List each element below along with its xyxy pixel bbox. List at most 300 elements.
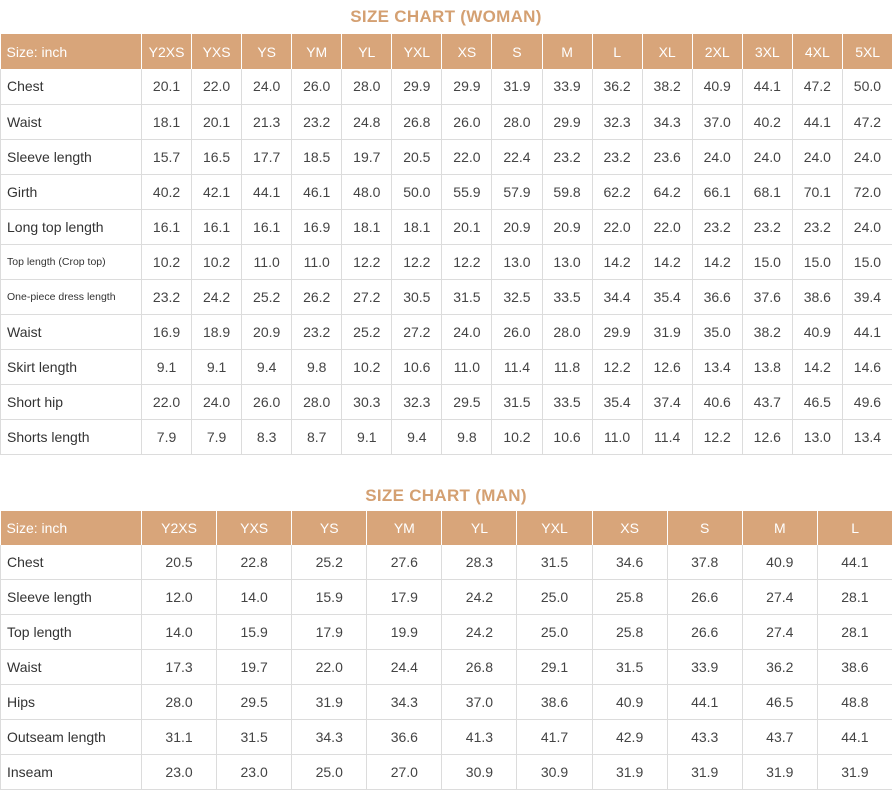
measurement-value: 20.1 (142, 69, 192, 104)
measurement-value: 40.2 (142, 174, 192, 209)
woman-size-header: YM (292, 34, 342, 69)
measurement-value: 28.0 (342, 69, 392, 104)
measurement-value: 23.2 (592, 139, 642, 174)
measurement-value: 22.8 (217, 545, 292, 580)
measurement-value: 27.2 (342, 279, 392, 314)
measurement-value: 72.0 (842, 174, 892, 209)
measurement-value: 37.8 (667, 545, 742, 580)
measurement-value: 24.2 (442, 614, 517, 649)
measurement-value: 27.2 (392, 314, 442, 349)
measurement-value: 23.2 (292, 314, 342, 349)
measurement-value: 28.0 (292, 384, 342, 419)
man-size-header: YS (292, 511, 367, 545)
man-size-header: YXS (217, 511, 292, 545)
measurement-value: 26.0 (242, 384, 292, 419)
woman-size-header: YL (342, 34, 392, 69)
measurement-value: 22.0 (292, 649, 367, 684)
measurement-value: 24.2 (192, 279, 242, 314)
man-table-row (1, 579, 892, 614)
measurement-value: 15.0 (842, 244, 892, 279)
measurement-value: 32.3 (392, 384, 442, 419)
measurement-value: 68.1 (742, 174, 792, 209)
measurement-value: 22.0 (192, 69, 242, 104)
man-table-row (1, 649, 892, 684)
measurement-value: 38.6 (517, 684, 592, 719)
measurement-value: 30.3 (342, 384, 392, 419)
woman-size-header: YXL (392, 34, 442, 69)
measurement-value: 42.1 (192, 174, 242, 209)
measurement-value: 24.4 (367, 649, 442, 684)
measurement-value: 29.9 (442, 69, 492, 104)
measurement-value: 19.7 (217, 649, 292, 684)
measurement-value: 23.2 (542, 139, 592, 174)
measurement-value: 14.2 (692, 244, 742, 279)
measurement-value: 44.1 (242, 174, 292, 209)
measurement-value: 40.9 (592, 684, 667, 719)
measurement-value: 31.9 (642, 314, 692, 349)
measurement-value: 11.4 (492, 349, 542, 384)
measurement-value: 23.6 (642, 139, 692, 174)
measurement-label: Long top length (1, 209, 142, 244)
measurement-value: 34.3 (292, 719, 367, 754)
measurement-value: 12.2 (692, 419, 742, 454)
woman-table-body (1, 69, 892, 454)
man-size-header: Y2XS (142, 511, 217, 545)
measurement-value: 25.0 (292, 754, 367, 789)
measurement-label: Sleeve length (1, 139, 142, 174)
measurement-value: 22.0 (442, 139, 492, 174)
measurement-value: 31.9 (667, 754, 742, 789)
measurement-value: 19.9 (367, 614, 442, 649)
measurement-value: 32.5 (492, 279, 542, 314)
measurement-value: 34.3 (367, 684, 442, 719)
measurement-value: 9.1 (342, 419, 392, 454)
woman-table-row (1, 349, 892, 384)
measurement-value: 28.0 (492, 104, 542, 139)
measurement-value: 31.5 (217, 719, 292, 754)
measurement-value: 20.5 (142, 545, 217, 580)
measurement-value: 11.4 (642, 419, 692, 454)
measurement-value: 15.0 (742, 244, 792, 279)
man-chart-title: SIZE CHART (MAN) (0, 477, 892, 511)
measurement-value: 40.9 (692, 69, 742, 104)
woman-size-header: 5XL (842, 34, 892, 69)
measurement-value: 18.1 (342, 209, 392, 244)
measurement-value: 11.0 (592, 419, 642, 454)
measurement-value: 37.4 (642, 384, 692, 419)
measurement-value: 26.8 (442, 649, 517, 684)
measurement-label: One-piece dress length (1, 279, 142, 314)
measurement-value: 19.7 (342, 139, 392, 174)
measurement-value: 24.0 (842, 209, 892, 244)
measurement-value: 36.6 (367, 719, 442, 754)
woman-size-header: Y2XS (142, 34, 192, 69)
measurement-value: 9.1 (192, 349, 242, 384)
man-size-header: L (817, 511, 892, 545)
measurement-value: 46.1 (292, 174, 342, 209)
measurement-value: 33.5 (542, 384, 592, 419)
measurement-value: 29.5 (442, 384, 492, 419)
measurement-value: 30.9 (442, 754, 517, 789)
measurement-value: 12.0 (142, 579, 217, 614)
measurement-label: Inseam (1, 754, 142, 789)
measurement-value: 23.0 (142, 754, 217, 789)
measurement-value: 28.3 (442, 545, 517, 580)
measurement-value: 21.3 (242, 104, 292, 139)
man-size-header: M (742, 511, 817, 545)
measurement-value: 20.9 (542, 209, 592, 244)
measurement-value: 31.5 (442, 279, 492, 314)
measurement-value: 49.6 (842, 384, 892, 419)
measurement-value: 25.2 (292, 545, 367, 580)
measurement-value: 26.6 (667, 579, 742, 614)
measurement-value: 43.3 (667, 719, 742, 754)
measurement-value: 40.6 (692, 384, 742, 419)
measurement-value: 55.9 (442, 174, 492, 209)
man-size-header: S (667, 511, 742, 545)
measurement-value: 23.2 (292, 104, 342, 139)
measurement-label: Waist (1, 314, 142, 349)
man-size-table (0, 511, 892, 790)
measurement-value: 7.9 (192, 419, 242, 454)
measurement-value: 22.0 (642, 209, 692, 244)
measurement-value: 12.2 (592, 349, 642, 384)
measurement-value: 25.0 (517, 614, 592, 649)
measurement-value: 46.5 (792, 384, 842, 419)
measurement-value: 15.9 (217, 614, 292, 649)
measurement-value: 18.5 (292, 139, 342, 174)
measurement-value: 24.0 (692, 139, 742, 174)
measurement-label: Skirt length (1, 349, 142, 384)
measurement-value: 38.6 (792, 279, 842, 314)
measurement-value: 10.2 (192, 244, 242, 279)
measurement-value: 47.2 (842, 104, 892, 139)
measurement-value: 20.1 (192, 104, 242, 139)
measurement-value: 41.3 (442, 719, 517, 754)
measurement-value: 31.5 (517, 545, 592, 580)
man-table-row (1, 719, 892, 754)
measurement-value: 26.2 (292, 279, 342, 314)
measurement-value: 14.0 (142, 614, 217, 649)
measurement-value: 24.2 (442, 579, 517, 614)
measurement-value: 29.9 (392, 69, 442, 104)
woman-size-header: XL (642, 34, 692, 69)
measurement-value: 17.9 (367, 579, 442, 614)
measurement-label: Chest (1, 545, 142, 580)
measurement-value: 14.6 (842, 349, 892, 384)
measurement-value: 27.4 (742, 579, 817, 614)
measurement-value: 70.1 (792, 174, 842, 209)
woman-size-header: 3XL (742, 34, 792, 69)
woman-size-table (0, 34, 892, 455)
measurement-value: 9.8 (442, 419, 492, 454)
measurement-value: 16.5 (192, 139, 242, 174)
woman-size-header: 2XL (692, 34, 742, 69)
measurement-label: Hips (1, 684, 142, 719)
measurement-value: 20.1 (442, 209, 492, 244)
woman-size-header: 4XL (792, 34, 842, 69)
woman-table-row (1, 104, 892, 139)
measurement-value: 29.9 (592, 314, 642, 349)
measurement-value: 10.6 (392, 349, 442, 384)
woman-size-header: YS (242, 34, 292, 69)
measurement-value: 31.9 (742, 754, 817, 789)
measurement-value: 11.0 (442, 349, 492, 384)
measurement-value: 30.5 (392, 279, 442, 314)
measurement-value: 24.0 (192, 384, 242, 419)
measurement-value: 9.4 (242, 349, 292, 384)
measurement-value: 13.4 (842, 419, 892, 454)
measurement-value: 29.9 (542, 104, 592, 139)
woman-table-row (1, 174, 892, 209)
woman-table-row (1, 69, 892, 104)
man-header-row (1, 511, 892, 545)
measurement-value: 59.8 (542, 174, 592, 209)
measurement-value: 24.0 (242, 69, 292, 104)
measurement-label: Top length (Crop top) (1, 244, 142, 279)
measurement-value: 31.9 (817, 754, 892, 789)
woman-size-header: XS (442, 34, 492, 69)
measurement-value: 25.2 (242, 279, 292, 314)
woman-table-row (1, 209, 892, 244)
measurement-value: 20.5 (392, 139, 442, 174)
measurement-value: 9.1 (142, 349, 192, 384)
measurement-value: 28.0 (142, 684, 217, 719)
measurement-value: 27.6 (367, 545, 442, 580)
woman-size-header: YXS (192, 34, 242, 69)
man-size-header: XS (592, 511, 667, 545)
measurement-value: 16.9 (142, 314, 192, 349)
measurement-value: 31.5 (592, 649, 667, 684)
measurement-value: 40.9 (742, 545, 817, 580)
measurement-value: 22.0 (592, 209, 642, 244)
man-size-header: YL (442, 511, 517, 545)
measurement-value: 44.1 (842, 314, 892, 349)
measurement-value: 10.2 (342, 349, 392, 384)
measurement-value: 37.0 (442, 684, 517, 719)
measurement-value: 27.4 (742, 614, 817, 649)
measurement-value: 36.2 (592, 69, 642, 104)
measurement-value: 48.8 (817, 684, 892, 719)
measurement-value: 9.8 (292, 349, 342, 384)
measurement-value: 25.8 (592, 579, 667, 614)
measurement-value: 29.1 (517, 649, 592, 684)
measurement-value: 17.7 (242, 139, 292, 174)
measurement-value: 50.0 (842, 69, 892, 104)
measurement-value: 26.0 (442, 104, 492, 139)
man-table-row (1, 545, 892, 580)
measurement-value: 25.8 (592, 614, 667, 649)
measurement-value: 22.0 (142, 384, 192, 419)
measurement-value: 36.6 (692, 279, 742, 314)
measurement-value: 43.7 (742, 719, 817, 754)
measurement-value: 38.2 (642, 69, 692, 104)
measurement-value: 33.9 (667, 649, 742, 684)
measurement-value: 31.9 (492, 69, 542, 104)
measurement-value: 29.5 (217, 684, 292, 719)
measurement-value: 26.6 (667, 614, 742, 649)
measurement-value: 57.9 (492, 174, 542, 209)
measurement-value: 27.0 (367, 754, 442, 789)
measurement-value: 8.7 (292, 419, 342, 454)
woman-size-header: S (492, 34, 542, 69)
woman-table-row (1, 384, 892, 419)
measurement-value: 12.2 (392, 244, 442, 279)
measurement-value: 24.0 (792, 139, 842, 174)
measurement-value: 28.0 (542, 314, 592, 349)
measurement-value: 20.9 (492, 209, 542, 244)
woman-table-row (1, 314, 892, 349)
measurement-label: Girth (1, 174, 142, 209)
measurement-value: 10.2 (492, 419, 542, 454)
measurement-value: 30.9 (517, 754, 592, 789)
woman-header-label: Size: inch (1, 34, 142, 69)
man-size-chart (0, 477, 892, 790)
man-header-label: Size: inch (1, 511, 142, 545)
measurement-value: 48.0 (342, 174, 392, 209)
measurement-value: 35.4 (592, 384, 642, 419)
measurement-value: 24.8 (342, 104, 392, 139)
measurement-value: 11.8 (542, 349, 592, 384)
measurement-value: 15.9 (292, 579, 367, 614)
measurement-value: 24.0 (842, 139, 892, 174)
measurement-value: 18.9 (192, 314, 242, 349)
woman-table-row (1, 139, 892, 174)
measurement-value: 33.5 (542, 279, 592, 314)
measurement-label: Top length (1, 614, 142, 649)
measurement-label: Waist (1, 649, 142, 684)
measurement-value: 46.5 (742, 684, 817, 719)
measurement-value: 24.0 (442, 314, 492, 349)
measurement-value: 44.1 (792, 104, 842, 139)
measurement-value: 38.6 (817, 649, 892, 684)
measurement-value: 8.3 (242, 419, 292, 454)
measurement-value: 10.2 (142, 244, 192, 279)
measurement-value: 14.2 (792, 349, 842, 384)
measurement-label: Chest (1, 69, 142, 104)
woman-chart-title: SIZE CHART (WOMAN) (0, 0, 892, 34)
measurement-value: 23.2 (692, 209, 742, 244)
measurement-value: 31.9 (292, 684, 367, 719)
woman-table-row (1, 244, 892, 279)
measurement-value: 36.2 (742, 649, 817, 684)
measurement-value: 38.2 (742, 314, 792, 349)
measurement-value: 40.9 (792, 314, 842, 349)
measurement-value: 31.9 (592, 754, 667, 789)
measurement-value: 26.8 (392, 104, 442, 139)
woman-size-header: L (592, 34, 642, 69)
measurement-value: 15.0 (792, 244, 842, 279)
woman-header-row (1, 34, 892, 69)
man-table-row (1, 754, 892, 789)
measurement-value: 12.2 (442, 244, 492, 279)
measurement-value: 9.4 (392, 419, 442, 454)
measurement-value: 31.5 (492, 384, 542, 419)
measurement-value: 13.8 (742, 349, 792, 384)
measurement-value: 31.1 (142, 719, 217, 754)
measurement-value: 40.2 (742, 104, 792, 139)
measurement-value: 28.1 (817, 614, 892, 649)
measurement-value: 16.9 (292, 209, 342, 244)
man-table-row (1, 614, 892, 649)
measurement-value: 17.9 (292, 614, 367, 649)
measurement-value: 11.0 (292, 244, 342, 279)
measurement-value: 25.2 (342, 314, 392, 349)
measurement-value: 41.7 (517, 719, 592, 754)
measurement-value: 12.2 (342, 244, 392, 279)
measurement-value: 42.9 (592, 719, 667, 754)
measurement-value: 14.0 (217, 579, 292, 614)
measurement-value: 16.1 (142, 209, 192, 244)
measurement-value: 13.0 (542, 244, 592, 279)
measurement-value: 16.1 (192, 209, 242, 244)
measurement-value: 50.0 (392, 174, 442, 209)
measurement-value: 18.1 (142, 104, 192, 139)
woman-size-header: M (542, 34, 592, 69)
measurement-value: 14.2 (642, 244, 692, 279)
measurement-value: 13.4 (692, 349, 742, 384)
measurement-value: 39.4 (842, 279, 892, 314)
measurement-value: 62.2 (592, 174, 642, 209)
measurement-value: 34.4 (592, 279, 642, 314)
man-table-body (1, 545, 892, 790)
measurement-value: 33.9 (542, 69, 592, 104)
measurement-value: 34.3 (642, 104, 692, 139)
measurement-value: 35.4 (642, 279, 692, 314)
measurement-value: 26.0 (292, 69, 342, 104)
measurement-label: Waist (1, 104, 142, 139)
measurement-value: 20.9 (242, 314, 292, 349)
measurement-value: 11.0 (242, 244, 292, 279)
man-size-header: YXL (517, 511, 592, 545)
measurement-value: 44.1 (817, 545, 892, 580)
measurement-value: 44.1 (817, 719, 892, 754)
measurement-label: Sleeve length (1, 579, 142, 614)
measurement-value: 44.1 (667, 684, 742, 719)
measurement-value: 13.0 (792, 419, 842, 454)
measurement-label: Shorts length (1, 419, 142, 454)
measurement-value: 37.0 (692, 104, 742, 139)
measurement-value: 24.0 (742, 139, 792, 174)
measurement-value: 7.9 (142, 419, 192, 454)
measurement-value: 43.7 (742, 384, 792, 419)
measurement-value: 35.0 (692, 314, 742, 349)
measurement-value: 16.1 (242, 209, 292, 244)
measurement-value: 44.1 (742, 69, 792, 104)
measurement-value: 23.2 (142, 279, 192, 314)
measurement-value: 18.1 (392, 209, 442, 244)
measurement-value: 32.3 (592, 104, 642, 139)
measurement-value: 23.2 (742, 209, 792, 244)
measurement-value: 34.6 (592, 545, 667, 580)
measurement-value: 14.2 (592, 244, 642, 279)
measurement-value: 64.2 (642, 174, 692, 209)
measurement-label: Short hip (1, 384, 142, 419)
measurement-value: 10.6 (542, 419, 592, 454)
measurement-value: 37.6 (742, 279, 792, 314)
measurement-label: Outseam length (1, 719, 142, 754)
measurement-value: 25.0 (517, 579, 592, 614)
measurement-value: 26.0 (492, 314, 542, 349)
measurement-value: 22.4 (492, 139, 542, 174)
woman-table-row (1, 419, 892, 454)
measurement-value: 12.6 (742, 419, 792, 454)
man-table-row (1, 684, 892, 719)
measurement-value: 47.2 (792, 69, 842, 104)
measurement-value: 17.3 (142, 649, 217, 684)
measurement-value: 12.6 (642, 349, 692, 384)
measurement-value: 23.2 (792, 209, 842, 244)
